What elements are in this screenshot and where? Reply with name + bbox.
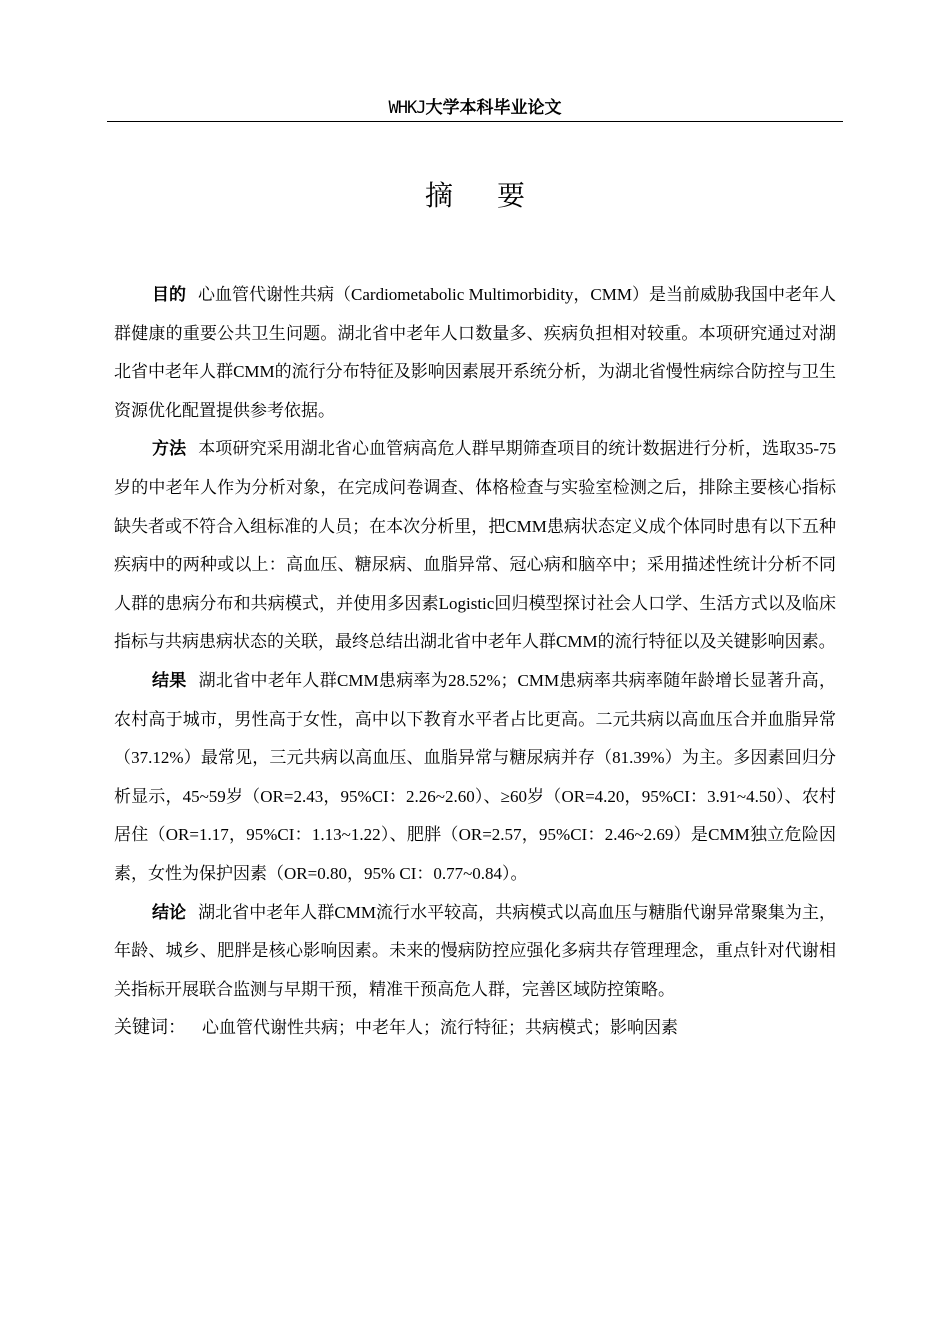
header-name: 大学本科毕业论文 [425, 98, 562, 118]
abstract-title: 摘要 [424, 179, 569, 212]
section-text: 本项研究采用湖北省心血管病高危人群早期筛查项目的统计数据进行分析，选取35-75岁的中老年人作为分析对象，在完成问卷调查、体格检查与实验室检测之后，排除主要核心指标缺失者或不符合入组标准的人员；在本次分析里，把CMM患病状态定义成个体同时患有以下五种疾病中的两种或以上：高血压、糖尿病、血脂异常、冠心病和脑卒中；采用描述性统计分析不同人群的患病分布和共病模式，并使用多因素Logistic回归模型探讨社会人口学、生活方式以及临床指标与共病患病状态的关联，最终总结出湖北省中老年人群CMM的流行特征以及关键影响因素。 [114, 439, 836, 652]
header-org: WHKJ [388, 98, 426, 118]
section-text: 湖北省中老年人群CMM流行水平较高，共病模式以高血压与糖脂代谢异常聚集为主，年龄、城乡、肥胖是核心影响因素。未来的慢病防控应强化多病共存管理理念，重点针对代谢相关指标开展联合监测与早期干预，精准干预高危人群，完善区域防控策略。 [114, 902, 836, 999]
page-header [107, 96, 843, 120]
section-text: 湖北省中老年人群CMM患病率为28.52%；CMM患病率共病率随年龄增长显著升高，农村高于城市，男性高于女性，高中以下教育水平者占比更高。二元共病以高血压合并血脂异常（37.12%）最常见，三元共病以高血压、血脂异常与糖尿病并存（81.39%）为主。多因素回归分析显示，45~59岁（OR=2.43，95%CI：2.26~2.60）、≥60岁（OR=4.20，95%CI：3.91~4.50）、农村居住（OR=1.17，95%CI：1.13~1.22）、肥胖（OR=2.57，95%CI：2.46~2.69）是CMM独立危险因素，女性为保护因素（OR=0.80，95% CI：0.77~0.84）。 [114, 670, 836, 883]
section-purpose [114, 276, 836, 430]
section-method [114, 430, 836, 662]
keywords [114, 1009, 836, 1048]
section-label: 目的 [152, 285, 187, 305]
keywords-text: 心血管代谢性共病；中老年人；流行特征；共病模式；影响因素 [202, 1018, 678, 1038]
section-result [114, 662, 836, 894]
section-conclusion [114, 894, 836, 1010]
section-label: 结果 [152, 670, 187, 691]
section-label: 结论 [152, 902, 187, 923]
section-text: 心血管代谢性共病（Cardiometabolic Multimorbidity，CMM）是当前威胁我国中老年人群健康的重要公共卫生问题。湖北省中老年人口数量多、疾病负担相对较重。本项研究通过对湖北省中老年人群CMM的流行分布特征及影响因素展开系统分析，为湖北省慢性病综合防控与卫生资源优化配置提供参考依据。 [114, 285, 836, 420]
header-divider [107, 121, 843, 122]
section-label: 方法 [152, 439, 187, 460]
abstract-body [114, 276, 836, 1048]
keywords-label: 关键词： [114, 1017, 186, 1039]
